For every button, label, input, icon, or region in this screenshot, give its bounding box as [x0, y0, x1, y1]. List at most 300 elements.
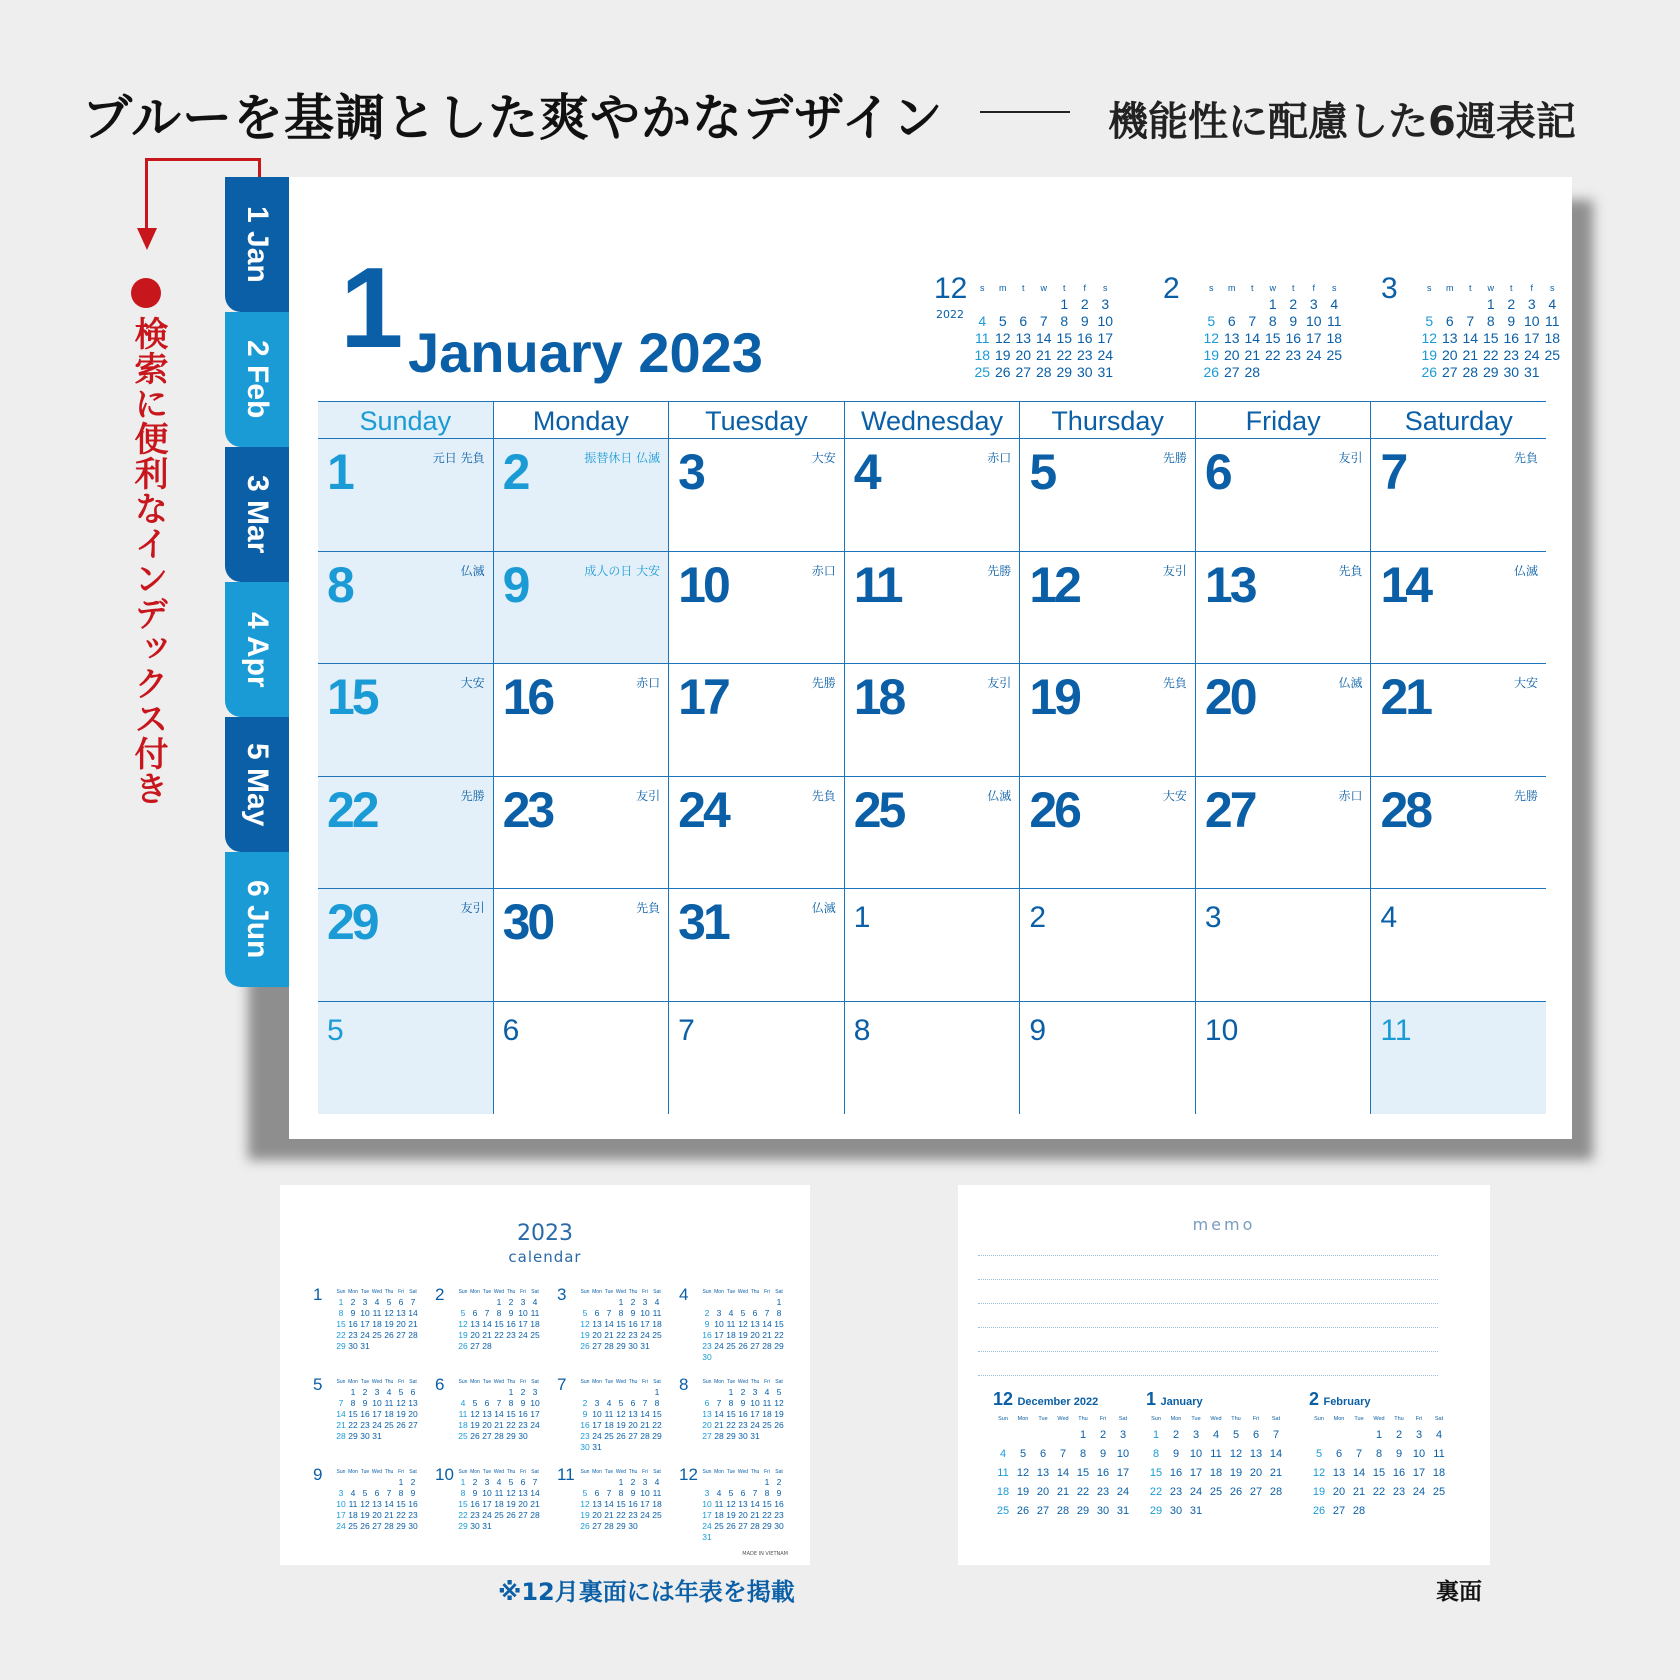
- mini-day: 21: [1035, 347, 1052, 363]
- day-cell[interactable]: [668, 777, 844, 889]
- year-mini-day: 26: [774, 1420, 784, 1430]
- year-mini-day: 26: [470, 1431, 480, 1441]
- mini-month-number: 12: [934, 272, 968, 305]
- mini-month: [1163, 274, 1373, 384]
- year-mini-day: 13: [408, 1398, 418, 1408]
- day-cell[interactable]: [493, 889, 669, 1001]
- year-mini-weekday: Thu: [628, 1469, 638, 1475]
- year-mini-day: 13: [372, 1499, 382, 1509]
- year-mini-day: 5: [362, 1488, 368, 1498]
- day-number: 6: [1204, 444, 1230, 500]
- day-number: 20: [1204, 669, 1255, 725]
- week-row: [318, 1002, 1546, 1115]
- year-mini-day: 3: [642, 1297, 648, 1307]
- year-mini-day: 8: [398, 1488, 404, 1498]
- day-cell[interactable]: [1019, 552, 1195, 664]
- year-mini-day: 22: [774, 1330, 784, 1340]
- mini-day: 27: [1223, 364, 1240, 380]
- memo-mini-day: [1349, 1426, 1369, 1445]
- year-mini-weekday: Fri: [398, 1289, 404, 1295]
- year-mini-month-grid: [701, 1468, 785, 1543]
- year-mini-day: 27: [750, 1341, 760, 1351]
- year-mini-day: 21: [482, 1330, 492, 1340]
- year-mini-week-row: [335, 1308, 419, 1319]
- year-mini-day: [457, 1387, 469, 1398]
- year-mini-day: [749, 1352, 761, 1363]
- year-mini-day: 1: [776, 1297, 782, 1307]
- memo-mini-day: 12: [1229, 1448, 1243, 1460]
- year-mini-day: 28: [482, 1341, 492, 1351]
- year-mini-day: 9: [740, 1398, 746, 1408]
- year-mini-day: 3: [484, 1477, 490, 1487]
- year-mini-day: [737, 1352, 749, 1363]
- year-mini-week-row: [579, 1398, 663, 1409]
- memo-mini-day: 6: [1252, 1429, 1260, 1441]
- mini-month-grid: [1419, 282, 1589, 381]
- mini-day: 18: [1326, 330, 1343, 346]
- year-mini-day: 4: [764, 1387, 770, 1397]
- year-mini-day: 24: [714, 1341, 724, 1351]
- year-mini-day: [371, 1477, 383, 1488]
- day-cell[interactable]: [1195, 552, 1371, 664]
- year-mini-day: 20: [738, 1510, 748, 1520]
- memo-mini-day: 8: [1375, 1448, 1383, 1460]
- day-number: 18: [853, 669, 904, 725]
- day-cell[interactable]: [844, 777, 1020, 889]
- year-mini-day: 14: [336, 1409, 346, 1419]
- year-mini-weekday: Fri: [398, 1469, 404, 1475]
- year-mini-day: 28: [762, 1341, 772, 1351]
- year-mini-weekday: Wed: [493, 1379, 505, 1385]
- year-mini-day: 3: [532, 1387, 538, 1397]
- day-cell[interactable]: [493, 777, 669, 889]
- day-number: 14: [1380, 556, 1431, 613]
- year-mini-day: [639, 1521, 651, 1532]
- year-mini-day: 2: [582, 1398, 588, 1408]
- mini-day: 6: [1445, 313, 1454, 329]
- year-mini-day: 22: [726, 1420, 736, 1430]
- day-cell[interactable]: [1195, 439, 1371, 551]
- year-mini-weekday: Tue: [726, 1379, 736, 1385]
- memo-mini-day: 28: [1352, 1505, 1366, 1517]
- year-mini-weekday: Mon: [592, 1469, 602, 1475]
- year-mini-day: [493, 1387, 505, 1398]
- year-mini-week-row: [579, 1330, 663, 1341]
- day-cell[interactable]: [318, 439, 493, 551]
- mini-month: [1381, 274, 1591, 384]
- year-mini-day: 25: [494, 1510, 504, 1520]
- mini-day: 26: [994, 364, 1011, 380]
- memo-mini-month-grid: [993, 1414, 1133, 1521]
- memo-mini-day: 12: [1312, 1467, 1326, 1479]
- day-number: 29: [327, 894, 377, 950]
- year-mini-day: 8: [764, 1488, 770, 1498]
- year-mini-day: 10: [336, 1499, 346, 1509]
- day-number: 8: [853, 1013, 871, 1047]
- year-mini-day: 1: [618, 1297, 624, 1307]
- year-mini-day: 21: [762, 1330, 772, 1340]
- year-mini-day: [737, 1477, 749, 1488]
- day-number: 11: [853, 556, 901, 613]
- month-tab[interactable]: [225, 717, 289, 852]
- year-mini-week-row: [335, 1521, 419, 1532]
- year-mini-day: 31: [750, 1431, 760, 1441]
- year-mini-day: [591, 1387, 603, 1398]
- year-mini-weekday: Thu: [506, 1469, 516, 1475]
- month-tab[interactable]: [225, 447, 289, 582]
- year-mini-day: [761, 1297, 773, 1308]
- day-cell[interactable]: [1370, 439, 1546, 551]
- rokuyo-note: 友引: [636, 788, 661, 803]
- memo-mini-day: 8: [1152, 1448, 1160, 1460]
- mini-week-row: [972, 313, 1142, 330]
- mini-weekday: t: [1021, 283, 1025, 293]
- year-mini-week-row: [457, 1521, 541, 1532]
- mini-day: 16: [1076, 330, 1093, 346]
- memo-title: memo: [1192, 1215, 1256, 1234]
- mini-day: [993, 296, 1014, 313]
- year-mini-day: 8: [776, 1308, 782, 1318]
- year-mini-day: 30: [628, 1521, 638, 1531]
- year-mini-weekday: Wed: [615, 1289, 627, 1295]
- memo-mini-week-row: [1309, 1426, 1449, 1445]
- year-mini-day: 14: [384, 1499, 394, 1509]
- year-mini-day: 17: [592, 1420, 602, 1430]
- year-mini-day: 20: [482, 1420, 492, 1430]
- day-cell[interactable]: [1370, 777, 1546, 889]
- year-mini-weekday: Mon: [470, 1379, 480, 1385]
- year-mini-day: 11: [530, 1308, 540, 1318]
- year-mini-day: 7: [338, 1398, 344, 1408]
- year-mini-day: 14: [604, 1499, 614, 1509]
- year-mini-day: 5: [618, 1398, 624, 1408]
- rokuyo-note: 先勝: [1162, 451, 1187, 465]
- year-mini-day: 3: [374, 1387, 380, 1397]
- year-mini-day: 14: [530, 1488, 540, 1498]
- mini-day: 3: [1101, 296, 1110, 312]
- year-mini-day: 2: [350, 1297, 356, 1307]
- year-mini-week-row: [579, 1409, 663, 1420]
- year-mini-day: 5: [728, 1488, 734, 1498]
- year-mini-weekday: Sun: [702, 1289, 712, 1295]
- rokuyo-note: 大安: [1514, 676, 1539, 690]
- year-mini-day: 4: [350, 1488, 356, 1498]
- mini-day: 18: [1544, 330, 1561, 346]
- year-mini-day: 18: [348, 1510, 358, 1520]
- memo-mini-day: 20: [1036, 1486, 1050, 1498]
- year-mini-day: [701, 1297, 713, 1308]
- year-mini-day: 11: [714, 1499, 724, 1509]
- year-mini-weekday: Wed: [493, 1469, 505, 1475]
- year-mini-day: 22: [396, 1510, 406, 1520]
- year-mini-week-row: [701, 1398, 785, 1409]
- year-mini-week-row: [335, 1420, 419, 1431]
- year-mini-weekday: Wed: [371, 1469, 383, 1475]
- year-mini-day: [603, 1442, 615, 1453]
- day-cell[interactable]: [1195, 889, 1371, 1001]
- year-mini-day: [469, 1387, 481, 1398]
- memo-mini-day: 16: [1096, 1467, 1110, 1479]
- mini-day: 18: [974, 347, 991, 363]
- year-mini-day: 1: [654, 1387, 660, 1397]
- year-mini-day: 15: [458, 1499, 468, 1509]
- mini-day: 26: [1203, 364, 1220, 380]
- month-tab[interactable]: [225, 177, 289, 312]
- year-mini-week-row: [701, 1387, 785, 1398]
- year-mini-week-row: [701, 1420, 785, 1431]
- mini-day: 9: [1507, 313, 1516, 329]
- year-mini-day: 5: [508, 1477, 514, 1487]
- year-mini-day: 1: [764, 1477, 770, 1487]
- memo-mini-day: 7: [1355, 1448, 1363, 1460]
- day-cell[interactable]: [844, 439, 1020, 551]
- year-mini-day: 15: [494, 1319, 504, 1329]
- day-number: 15: [327, 669, 377, 725]
- day-cell[interactable]: [1370, 889, 1546, 1001]
- year-mini-weekday: Sat: [775, 1379, 783, 1385]
- year-mini-weekday: Wed: [371, 1289, 383, 1295]
- day-cell[interactable]: [668, 664, 844, 776]
- year-mini-weekday: Tue: [604, 1379, 614, 1385]
- day-cell[interactable]: [844, 1002, 1020, 1115]
- year-mini-day: [725, 1532, 737, 1543]
- year-mini-day: 6: [520, 1477, 526, 1487]
- day-number: 24: [678, 781, 728, 838]
- memo-mini-day: 17: [1116, 1467, 1130, 1479]
- memo-mini-month-title: [1146, 1390, 1203, 1409]
- year-mini-weekday: Tue: [604, 1469, 614, 1475]
- year-mini-day: 28: [530, 1510, 540, 1520]
- memo-mini-weekday: Thu: [1078, 1416, 1088, 1422]
- mini-day: [1222, 296, 1243, 313]
- day-cell[interactable]: [493, 1002, 669, 1115]
- year-mini-day: 6: [398, 1297, 404, 1307]
- day-cell[interactable]: [844, 552, 1020, 664]
- memo-mini-day: 2: [1395, 1429, 1403, 1441]
- month-tab[interactable]: [225, 582, 289, 717]
- day-cell[interactable]: [318, 552, 493, 664]
- day-cell[interactable]: [318, 777, 493, 889]
- day-cell[interactable]: [1019, 777, 1195, 889]
- day-cell[interactable]: [1019, 439, 1195, 551]
- year-mini-weekday: Thu: [506, 1289, 516, 1295]
- year-mini-day: 12: [458, 1319, 468, 1329]
- year-mini-day: 14: [640, 1409, 650, 1419]
- year-mini-day: 15: [652, 1409, 662, 1419]
- memo-mini-month-grid: [1146, 1414, 1286, 1521]
- day-cell[interactable]: [1019, 1002, 1195, 1115]
- year-mini-day: 24: [336, 1521, 346, 1531]
- year-mini-weekday: Mon: [348, 1379, 358, 1385]
- year-mini-day: 2: [776, 1477, 782, 1487]
- mini-weekday: s: [1332, 283, 1337, 293]
- year-mini-day: 18: [384, 1409, 394, 1419]
- year-mini-month-grid: [457, 1378, 541, 1442]
- day-number: 9: [1029, 1013, 1046, 1047]
- year-mini-day: [773, 1431, 785, 1442]
- mini-day: [1263, 364, 1284, 381]
- year-mini-day: 3: [704, 1488, 710, 1498]
- memo-mini-week-row: [993, 1483, 1133, 1502]
- year-mini-weekday: Sun: [458, 1289, 468, 1295]
- mini-day: 20: [1223, 347, 1240, 363]
- year-mini-day: 7: [606, 1488, 612, 1498]
- year-mini-day: 6: [374, 1488, 380, 1498]
- year-mini-day: 5: [582, 1488, 588, 1498]
- day-cell[interactable]: [1019, 664, 1195, 776]
- month-tab[interactable]: [225, 312, 289, 447]
- memo-mini-day: 5: [1232, 1429, 1240, 1441]
- year-mini-day: 12: [774, 1398, 784, 1408]
- day-cell[interactable]: [844, 889, 1020, 1001]
- memo-mini-day: 18: [1432, 1467, 1446, 1479]
- year-mini-week-row: [457, 1319, 541, 1330]
- day-cell[interactable]: [668, 552, 844, 664]
- day-cell[interactable]: [1370, 552, 1546, 664]
- year-mini-weekday: Tue: [360, 1289, 370, 1295]
- memo-mini-weekday: Fri: [1252, 1416, 1260, 1422]
- year-mini-weekday: Thu: [750, 1379, 760, 1385]
- year-mini-day: 25: [762, 1420, 772, 1430]
- year-mini-day: 9: [776, 1488, 782, 1498]
- rokuyo-note: 友引: [460, 901, 485, 915]
- year-mini-day: 17: [702, 1510, 712, 1520]
- mini-day: 22: [1056, 347, 1073, 363]
- mini-day: 17: [1305, 330, 1322, 346]
- year-mini-weekday: Sun: [702, 1469, 712, 1475]
- year-mini-day: 3: [338, 1488, 344, 1498]
- day-cell[interactable]: [1195, 664, 1371, 776]
- mini-day: 7: [1248, 313, 1257, 329]
- year-mini-day: 23: [408, 1510, 418, 1520]
- day-cell[interactable]: [1195, 1002, 1371, 1115]
- mini-day: 17: [1523, 330, 1540, 346]
- mini-week-row: [1201, 330, 1371, 347]
- year-mini-day: [579, 1297, 591, 1308]
- memo-mini-day: 13: [1036, 1467, 1050, 1479]
- year-mini-weekday: Fri: [764, 1469, 770, 1475]
- year-mini-day: 24: [592, 1431, 602, 1441]
- memo-mini-day: 4: [1435, 1429, 1443, 1441]
- day-cell[interactable]: [493, 552, 669, 664]
- year-mini-day: 21: [640, 1420, 650, 1430]
- day-cell[interactable]: [318, 1002, 493, 1115]
- mini-day: 2: [1289, 296, 1298, 312]
- day-cell[interactable]: [318, 889, 493, 1001]
- day-cell[interactable]: [668, 1002, 844, 1115]
- mini-month: [934, 274, 1144, 384]
- mini-day: [1440, 296, 1461, 313]
- memo-mini-day: 5: [1019, 1448, 1027, 1460]
- mini-weekday: m: [1228, 283, 1236, 293]
- year-mini-day: [457, 1297, 469, 1308]
- year-mini-week-row: [579, 1387, 663, 1398]
- year-mini-day: 8: [618, 1308, 624, 1318]
- year-mini-week-row: [701, 1532, 785, 1543]
- week-row: [318, 664, 1546, 777]
- day-cell[interactable]: [318, 664, 493, 776]
- day-cell[interactable]: [1370, 1002, 1546, 1115]
- year-mini-month-number: 7: [557, 1375, 567, 1394]
- day-cell[interactable]: [844, 664, 1020, 776]
- year-mini-day: 18: [652, 1319, 662, 1329]
- memo-mini-day: 26: [1016, 1505, 1030, 1517]
- year-mini-month-grid: [457, 1468, 541, 1532]
- year-mini-weekday: Wed: [615, 1379, 627, 1385]
- year-mini-day: 19: [580, 1330, 590, 1340]
- day-cell[interactable]: [1370, 664, 1546, 776]
- year-mini-weekday: Sat: [531, 1379, 539, 1385]
- mini-month-year: 2022: [936, 308, 964, 321]
- year-mini-weekday: Mon: [470, 1469, 480, 1475]
- year-mini-week-row: [335, 1297, 419, 1308]
- year-mini-day: 14: [482, 1319, 492, 1329]
- memo-mini-day: 13: [1332, 1467, 1346, 1479]
- year-mini-day: 14: [494, 1409, 504, 1419]
- year-mini-day: 22: [494, 1330, 504, 1340]
- year-mini-day: 30: [580, 1442, 590, 1452]
- day-cell[interactable]: [493, 664, 669, 776]
- day-cell[interactable]: [668, 439, 844, 551]
- year-mini-day: [371, 1341, 383, 1352]
- mini-day: 7: [1039, 313, 1048, 329]
- weekday-sunday: Sunday: [318, 402, 493, 438]
- mini-weekday: s: [1550, 283, 1555, 293]
- year-mini-day: [335, 1477, 347, 1488]
- day-cell[interactable]: [1019, 889, 1195, 1001]
- memo-mini-day: 6: [1039, 1448, 1047, 1460]
- memo-mini-month-number: 1: [1146, 1389, 1157, 1409]
- year-mini-day: [505, 1521, 517, 1532]
- year-mini-day: [627, 1442, 639, 1453]
- rokuyo-note: 赤口: [811, 563, 836, 578]
- year-mini-day: 29: [458, 1521, 468, 1531]
- mini-day: 19: [1421, 347, 1438, 363]
- year-mini-week-row: [457, 1387, 541, 1398]
- memo-mini-day: 4: [1212, 1429, 1220, 1441]
- year-mini-day: [579, 1477, 591, 1488]
- year-mini-week-row: [457, 1477, 541, 1488]
- year-mini-day: [773, 1532, 785, 1543]
- memo-mini-day: [1033, 1426, 1053, 1445]
- mini-day: 25: [1544, 347, 1561, 363]
- day-cell[interactable]: [1195, 777, 1371, 889]
- memo-mini-day: 2: [1172, 1429, 1180, 1441]
- year-subtitle: calendar: [508, 1248, 582, 1266]
- day-cell[interactable]: [668, 889, 844, 1001]
- year-mini-day: 7: [764, 1308, 770, 1318]
- year-mini-weekday: Fri: [520, 1289, 526, 1295]
- mini-weekday: s: [1103, 283, 1108, 293]
- year-mini-week-row: [457, 1398, 541, 1409]
- rokuyo-note: 先負: [1162, 676, 1187, 690]
- year-mini-weekday: Sat: [531, 1469, 539, 1475]
- year-mini-day: 7: [642, 1398, 648, 1408]
- day-number: 3: [1204, 901, 1222, 934]
- memo-mini-month-title: [993, 1390, 1098, 1409]
- mini-weekday: m: [1446, 283, 1454, 293]
- year-mini-month-grid: [335, 1378, 419, 1442]
- year-mini-day: [383, 1431, 395, 1442]
- year-mini-day: 27: [592, 1521, 602, 1531]
- memo-mini-day: [1369, 1502, 1389, 1521]
- year-mini-day: 30: [774, 1521, 784, 1531]
- day-number: 25: [853, 781, 904, 838]
- year-mini-day: 20: [592, 1330, 602, 1340]
- month-tab[interactable]: [225, 852, 289, 987]
- day-cell[interactable]: [493, 439, 669, 551]
- memo-line: [978, 1327, 1438, 1328]
